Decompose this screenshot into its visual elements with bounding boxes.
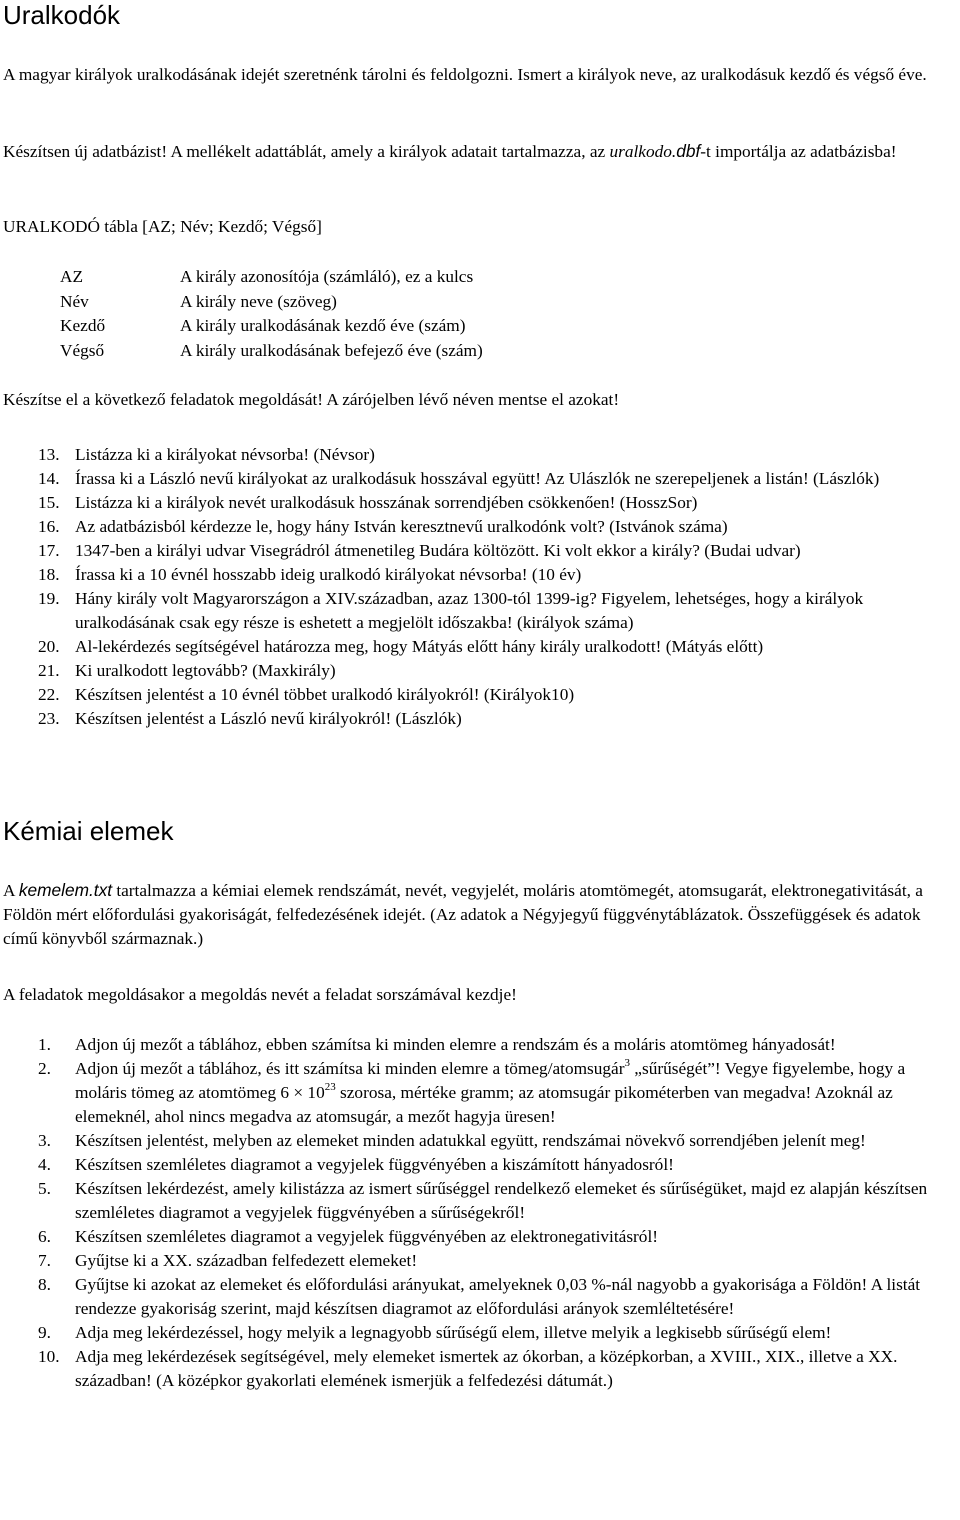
task-number: 13.	[38, 445, 60, 464]
task-item	[38, 707, 950, 731]
task-text: Hány király volt Magyarországon a XIV.században, azaz 1300-tól 1399-ig? Figyelem, lehetséges, hogy a királyok uralkodásának csak egy része is eshetett a megjelölt időszakba! (királyok száma)	[75, 589, 864, 632]
task-number: 7.	[38, 1251, 51, 1270]
task-item	[38, 1225, 956, 1249]
import-paragraph	[3, 139, 948, 164]
field-definitions	[60, 265, 483, 363]
section-title-kemiai-elemek: Kémiai elemek	[3, 816, 174, 846]
import-text-after: -t importálja az adatbázisba!	[700, 142, 897, 161]
task-item	[38, 635, 950, 659]
task-item	[38, 563, 950, 587]
section-title-uralkodok: Uralkodók	[3, 0, 121, 30]
task-number: 18.	[38, 565, 60, 584]
field-name: Végső	[60, 340, 105, 360]
import-file-extension: dbf	[676, 141, 701, 161]
field-row	[60, 265, 483, 290]
chem-intro-a: A	[3, 881, 19, 900]
table-header: URALKODÓ tábla [AZ; Név; Kezdő; Végső]	[3, 217, 322, 236]
task-number: 6.	[38, 1227, 51, 1246]
chem-intro-filename: kemelem.txt	[18, 880, 113, 900]
task-item	[38, 539, 950, 563]
field-row	[60, 339, 483, 364]
chem-intro-b: tartalmazza a kémiai elemek rendszámát, nevét, vegyjelét, moláris atomtömegét, atomsugarát, elektronegativitását, a Földön mért előfordulási gyakoriságát, felfedezésének idejét. (Az adatok a Négyjegyű függvénytáblázatok. Összefüggések és adatok című könyvből származnak.)	[3, 881, 923, 948]
task-number: 10.	[38, 1347, 60, 1366]
field-desc: A király azonosítója (számláló), ez a kulcs	[180, 267, 474, 286]
task-number: 8.	[38, 1275, 51, 1294]
task-number: 17.	[38, 541, 60, 560]
task-number: 16.	[38, 517, 60, 536]
task-text: Készítsen jelentést a László nevű királyokról! (Lászlók)	[75, 709, 462, 728]
task-text-part: Adjon új mezőt a táblához, és itt számítsa ki minden elemre a tömeg/atomsugár	[75, 1059, 625, 1078]
task-item	[38, 683, 950, 707]
task-number: 21.	[38, 661, 60, 680]
task-text: Készítsen lekérdezést, amely kilistázza az ismert sűrűséggel rendelkező elemeket és sűrűségüket, majd ez alapján készítsen szemléletes diagramot a vegyjelek függvényében a sűrűségekről!	[75, 1179, 928, 1222]
task-text: Készítsen jelentést, melyben az elemeket minden adatukkal együtt, rendszámai növekvő sorrendjében jelenít meg!	[75, 1131, 866, 1150]
task-item	[38, 1129, 956, 1153]
field-row	[60, 290, 483, 315]
field-name: AZ	[60, 267, 84, 286]
task-list-kemiai	[38, 1033, 956, 1393]
task-number: 1.	[38, 1035, 51, 1054]
task-item	[38, 1057, 956, 1129]
chem-instruction: A feladatok megoldásakor a megoldás nevét a feladat sorszámával kezdje!	[3, 985, 517, 1004]
field-desc: A király neve (szöveg)	[180, 291, 337, 311]
task-number: 15.	[38, 493, 60, 512]
field-name: Kezdő	[60, 316, 106, 335]
task-item	[38, 515, 950, 539]
task-number: 14.	[38, 469, 60, 488]
task-text: Listázza ki a királyok nevét uralkodásuk hosszának sorrendjében csökkenően! (HosszSor)	[75, 493, 698, 512]
task-item	[38, 491, 950, 515]
tasks-intro: Készítse el a következő feladatok megoldását! A zárójelben lévő néven mentse el azokat!	[3, 390, 620, 409]
task-text-part: szorosa, mértéke gramm; az atomsugár pikométerben van megadva! Azoknál az elemeknél, ahol nincs megadva az atomsugár, a mezőt hagyja üresen!	[75, 1083, 893, 1126]
task-item	[38, 443, 950, 467]
superscript: 23	[324, 1081, 336, 1094]
task-number: 20.	[38, 637, 60, 656]
task-text: 1347-ben a királyi udvar Visegrádról átmenetileg Budára költözött. Ki volt ekkor a király? (Budai udvar)	[75, 541, 801, 560]
task-text: Készítsen szemléletes diagramot a vegyjelek függvényében az elektronegativitásról!	[75, 1227, 659, 1246]
task-text: Ki uralkodott legtovább? (Maxkirály)	[75, 661, 336, 680]
task-text: Írassa ki a 10 évnél hosszabb ideig uralkodó királyokat névsorba! (10 év)	[75, 565, 582, 584]
import-filename: uralkodo.	[609, 142, 677, 161]
task-text: Adja meg lekérdezéssel, hogy melyik a legnagyobb sűrűségű elem, illetve melyik a legkisebb sűrűségű elem!	[75, 1323, 832, 1342]
task-text: Adjon új mezőt a táblához, ebben számítsa ki minden elemre a rendszám és a moláris atomtömeg hányadosát!	[75, 1035, 836, 1054]
field-row	[60, 314, 483, 339]
task-item	[38, 1177, 956, 1225]
task-text: Készítsen szemléletes diagramot a vegyjelek függvényében a kiszámított hányadosról!	[75, 1155, 674, 1174]
task-list-uralkodok	[38, 443, 950, 731]
task-text: Gyűjtse ki azokat az elemeket és előfordulási arányukat, amelyeknek 0,03 %-nál nagyobb a gyakorisága a Földön! A listát rendezze gyakoriság szerint, majd készítsen diagramot az előfordulási arányok szemléltetésére!	[75, 1275, 921, 1318]
task-number: 22.	[38, 685, 60, 704]
task-number: 3.	[38, 1131, 51, 1150]
task-item	[38, 1033, 956, 1057]
import-text-before: Készítsen új adatbázist! A mellékelt adattáblát, amely a királyok adatait tartalmazza, az	[3, 142, 610, 161]
task-text: Listázza ki a királyokat névsorba! (Névsor)	[75, 445, 375, 464]
task-text: Adja meg lekérdezések segítségével, mely elemeket ismertek az ókorban, a középkorban, a XVIII., XIX., illetve a XX. században! (A középkor gyakorlati elemének ismerjük a felfedezési dátumát.)	[75, 1347, 898, 1390]
superscript: 3	[624, 1057, 630, 1070]
field-desc: A király uralkodásának befejező éve (szám)	[180, 340, 483, 360]
task-number: 9.	[38, 1323, 51, 1342]
task-item	[38, 1249, 956, 1273]
task-text: Írassa ki a László nevű királyokat az uralkodásuk hosszával együtt! Az Ulászlók ne szerepeljenek a listán! (Lászlók)	[75, 469, 880, 488]
chem-intro-paragraph	[3, 878, 948, 951]
task-text: Gyűjtse ki a XX. században felfedezett elemeket!	[75, 1251, 418, 1270]
task-text: Az adatbázisból kérdezze le, hogy hány István keresztnevű uralkodónk volt? (Istvánok száma)	[75, 517, 728, 536]
task-item	[38, 467, 950, 491]
task-text: Készítsen jelentést a 10 évnél többet uralkodó királyokról! (Királyok10)	[75, 685, 575, 704]
task-number: 5.	[38, 1179, 51, 1198]
field-desc: A király uralkodásának kezdő éve (szám)	[180, 316, 466, 335]
intro-paragraph: A magyar királyok uralkodásának idejét szeretnénk tárolni és feldolgozni. Ismert a királyok neve, az uralkodásuk kezdő és végső éve.	[3, 65, 927, 84]
task-number: 19.	[38, 589, 60, 608]
task-item	[38, 587, 950, 635]
task-item	[38, 1273, 956, 1321]
task-text-part: „sűrűségét”! Vegye figyelembe, hogy a moláris tömeg az atomtömeg 6 × 10	[75, 1059, 906, 1102]
task-item	[38, 1153, 956, 1177]
task-text: Al-lekérdezés segítségével határozza meg, hogy Mátyás előtt hány király uralkodott! (Mátyás előtt)	[75, 637, 764, 656]
task-number: 2.	[38, 1059, 51, 1078]
task-item	[38, 1321, 956, 1345]
task-item	[38, 1345, 956, 1393]
task-number: 23.	[38, 709, 60, 728]
task-number: 4.	[38, 1155, 51, 1174]
task-item	[38, 659, 950, 683]
field-name: Név	[60, 291, 89, 311]
